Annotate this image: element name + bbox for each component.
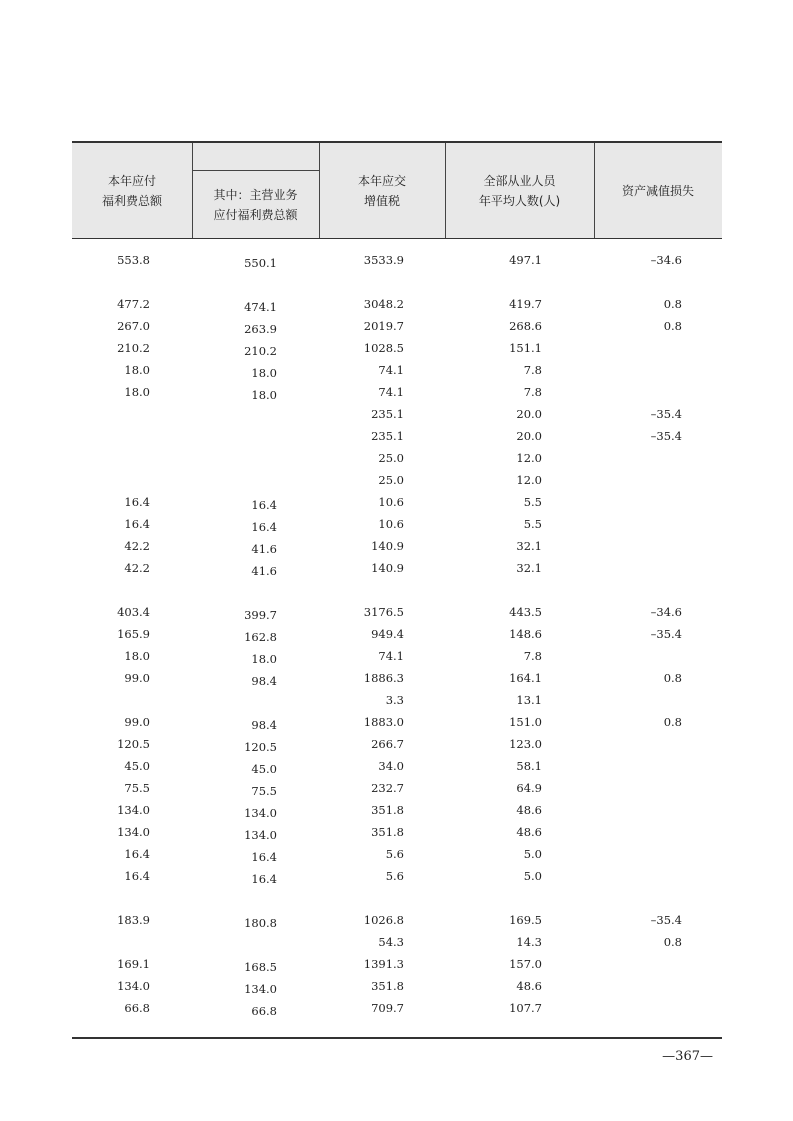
- cell-c2: 98.4: [251, 674, 277, 688]
- cell-c4: 5.5: [523, 517, 542, 531]
- cell-c4: 419.7: [509, 297, 542, 311]
- cell-c2: 98.4: [251, 718, 277, 732]
- table-row: [72, 800, 722, 822]
- cell-c5: –34.6: [650, 605, 682, 619]
- cell-c2: 263.9: [244, 322, 277, 336]
- header-avg-employees: 全部从业人员 年平均人数(人): [478, 173, 561, 208]
- cell-c4: 7.8: [523, 385, 542, 399]
- cell-c3: 54.3: [378, 935, 404, 949]
- table-header: [72, 141, 722, 239]
- cell-c5: –35.4: [650, 913, 682, 927]
- cell-c1: 120.5: [117, 737, 150, 751]
- cell-c4: 497.1: [509, 253, 542, 267]
- header-asset-impairment: 资产减值损失: [621, 183, 694, 198]
- cell-c3: 235.1: [371, 407, 404, 421]
- cell-c4: 5.0: [523, 869, 542, 883]
- table-row: [72, 514, 722, 536]
- cell-c4: 20.0: [516, 407, 542, 421]
- cell-c2: 16.4: [251, 850, 277, 864]
- cell-c5: 0.8: [663, 297, 682, 311]
- cell-c4: 58.1: [516, 759, 542, 773]
- cell-c3: 25.0: [378, 451, 404, 465]
- cell-c1: 169.1: [117, 957, 150, 971]
- cell-c3: 140.9: [371, 539, 404, 553]
- table-row: [72, 536, 722, 558]
- cell-c4: 5.5: [523, 495, 542, 509]
- cell-c2: 168.5: [244, 960, 277, 974]
- cell-c2: 41.6: [251, 564, 277, 578]
- table-row: [72, 338, 722, 360]
- table-row: [72, 932, 722, 954]
- cell-c1: 134.0: [117, 825, 150, 839]
- cell-c4: 12.0: [516, 451, 542, 465]
- table-row: [72, 294, 722, 316]
- table-row: [72, 624, 722, 646]
- cell-c5: 0.8: [663, 319, 682, 333]
- cell-c5: 0.8: [663, 935, 682, 949]
- cell-c2: 134.0: [244, 982, 277, 996]
- cell-c4: 164.1: [509, 671, 542, 685]
- cell-c4: 13.1: [516, 693, 542, 707]
- cell-c3: 351.8: [371, 979, 404, 993]
- cell-c3: 1026.8: [363, 913, 404, 927]
- cell-c4: 32.1: [516, 539, 542, 553]
- cell-c1: 16.4: [124, 847, 150, 861]
- cell-c5: –35.4: [650, 627, 682, 641]
- cell-c3: 25.0: [378, 473, 404, 487]
- row-spacer: [72, 272, 722, 294]
- cell-c2: 16.4: [251, 872, 277, 886]
- cell-c1: 42.2: [124, 561, 150, 575]
- cell-c3: 235.1: [371, 429, 404, 443]
- cell-c1: 183.9: [117, 913, 150, 927]
- table-row: [72, 250, 722, 272]
- cell-c2: 180.8: [244, 916, 277, 930]
- data-table: [72, 141, 722, 1020]
- cell-c2: 18.0: [251, 652, 277, 666]
- cell-c3: 5.6: [385, 869, 404, 883]
- cell-c5: –35.4: [650, 407, 682, 421]
- cell-c4: 5.0: [523, 847, 542, 861]
- cell-c1: 165.9: [117, 627, 150, 641]
- cell-c4: 151.1: [509, 341, 542, 355]
- table-row: [72, 360, 722, 382]
- cell-c4: 151.0: [509, 715, 542, 729]
- cell-c2: 16.4: [251, 498, 277, 512]
- cell-c1: 210.2: [117, 341, 150, 355]
- table-row: [72, 998, 722, 1020]
- cell-c1: 99.0: [124, 671, 150, 685]
- table-body: [72, 239, 722, 1020]
- cell-c4: 48.6: [516, 825, 542, 839]
- cell-c4: 64.9: [516, 781, 542, 795]
- cell-c4: 157.0: [509, 957, 542, 971]
- cell-c4: 148.6: [509, 627, 542, 641]
- cell-c2: 16.4: [251, 520, 277, 534]
- page-number: —367—: [662, 1049, 713, 1064]
- table-row: [72, 690, 722, 712]
- table-row: [72, 668, 722, 690]
- cell-c5: –34.6: [650, 253, 682, 267]
- row-spacer: [72, 888, 722, 910]
- cell-c3: 140.9: [371, 561, 404, 575]
- cell-c4: 7.8: [523, 649, 542, 663]
- cell-c2: 134.0: [244, 828, 277, 842]
- cell-c1: 134.0: [117, 803, 150, 817]
- cell-c1: 403.4: [117, 605, 150, 619]
- cell-c3: 232.7: [371, 781, 404, 795]
- cell-c5: 0.8: [663, 671, 682, 685]
- cell-c4: 169.5: [509, 913, 542, 927]
- table-row: [72, 316, 722, 338]
- cell-c4: 268.6: [509, 319, 542, 333]
- table-row: [72, 602, 722, 624]
- cell-c2: 45.0: [251, 762, 277, 776]
- cell-c4: 443.5: [509, 605, 542, 619]
- cell-c2: 550.1: [244, 256, 277, 270]
- cell-c3: 351.8: [371, 825, 404, 839]
- cell-c1: 75.5: [124, 781, 150, 795]
- table-row: [72, 954, 722, 976]
- cell-c2: 399.7: [244, 608, 277, 622]
- cell-c3: 3533.9: [363, 253, 404, 267]
- cell-c3: 5.6: [385, 847, 404, 861]
- cell-c1: 134.0: [117, 979, 150, 993]
- cell-c1: 66.8: [124, 1001, 150, 1015]
- cell-c2: 18.0: [251, 388, 277, 402]
- cell-c3: 3048.2: [363, 297, 404, 311]
- cell-c4: 14.3: [516, 935, 542, 949]
- cell-c4: 107.7: [509, 1001, 542, 1015]
- cell-c3: 74.1: [378, 649, 404, 663]
- cell-c2: 120.5: [244, 740, 277, 754]
- cell-c2: 210.2: [244, 344, 277, 358]
- table-row: [72, 910, 722, 932]
- table-row: [72, 470, 722, 492]
- cell-c2: 134.0: [244, 806, 277, 820]
- cell-c5: –35.4: [650, 429, 682, 443]
- table-row: [72, 558, 722, 580]
- cell-c3: 709.7: [371, 1001, 404, 1015]
- cell-c1: 477.2: [117, 297, 150, 311]
- cell-c1: 18.0: [124, 363, 150, 377]
- table-row: [72, 426, 722, 448]
- cell-c3: 3.3: [385, 693, 404, 707]
- table-row: [72, 448, 722, 470]
- cell-c2: 66.8: [251, 1004, 277, 1018]
- cell-c1: 42.2: [124, 539, 150, 553]
- table-row: [72, 756, 722, 778]
- table-row: [72, 712, 722, 734]
- table-row: [72, 734, 722, 756]
- cell-c4: 20.0: [516, 429, 542, 443]
- bottom-rule: [72, 1037, 722, 1039]
- header-welfare-total: 本年应付 福利费总额: [101, 173, 162, 208]
- table-row: [72, 646, 722, 668]
- cell-c1: 99.0: [124, 715, 150, 729]
- cell-c1: 16.4: [124, 869, 150, 883]
- cell-c1: 16.4: [124, 517, 150, 531]
- cell-c1: 18.0: [124, 385, 150, 399]
- cell-c3: 10.6: [378, 495, 404, 509]
- header-main-business-welfare: 其中：主营业务 应付福利费总额: [213, 187, 298, 222]
- cell-c1: 45.0: [124, 759, 150, 773]
- cell-c4: 7.8: [523, 363, 542, 377]
- cell-c2: 18.0: [251, 366, 277, 380]
- header-vat-payable: 本年应交 增值税: [357, 173, 406, 208]
- table-row: [72, 976, 722, 998]
- cell-c1: 267.0: [117, 319, 150, 333]
- cell-c3: 1391.3: [363, 957, 404, 971]
- cell-c3: 74.1: [378, 385, 404, 399]
- cell-c5: 0.8: [663, 715, 682, 729]
- cell-c4: 48.6: [516, 979, 542, 993]
- cell-c3: 1883.0: [363, 715, 404, 729]
- cell-c3: 1028.5: [363, 341, 404, 355]
- cell-c3: 1886.3: [363, 671, 404, 685]
- row-spacer: [72, 580, 722, 602]
- cell-c1: 16.4: [124, 495, 150, 509]
- table-row: [72, 492, 722, 514]
- cell-c3: 266.7: [371, 737, 404, 751]
- cell-c4: 123.0: [509, 737, 542, 751]
- cell-c4: 12.0: [516, 473, 542, 487]
- cell-c3: 10.6: [378, 517, 404, 531]
- table-row: [72, 822, 722, 844]
- cell-c3: 351.8: [371, 803, 404, 817]
- cell-c2: 474.1: [244, 300, 277, 314]
- cell-c2: 75.5: [251, 784, 277, 798]
- table-row: [72, 404, 722, 426]
- table-row: [72, 778, 722, 800]
- table-row: [72, 382, 722, 404]
- cell-c2: 41.6: [251, 542, 277, 556]
- cell-c1: 553.8: [117, 253, 150, 267]
- cell-c3: 74.1: [378, 363, 404, 377]
- table-row: [72, 866, 722, 888]
- cell-c3: 949.4: [371, 627, 404, 641]
- cell-c3: 2019.7: [363, 319, 404, 333]
- table-row: [72, 844, 722, 866]
- cell-c4: 48.6: [516, 803, 542, 817]
- cell-c1: 18.0: [124, 649, 150, 663]
- cell-c4: 32.1: [516, 561, 542, 575]
- cell-c3: 34.0: [378, 759, 404, 773]
- cell-c2: 162.8: [244, 630, 277, 644]
- cell-c3: 3176.5: [363, 605, 404, 619]
